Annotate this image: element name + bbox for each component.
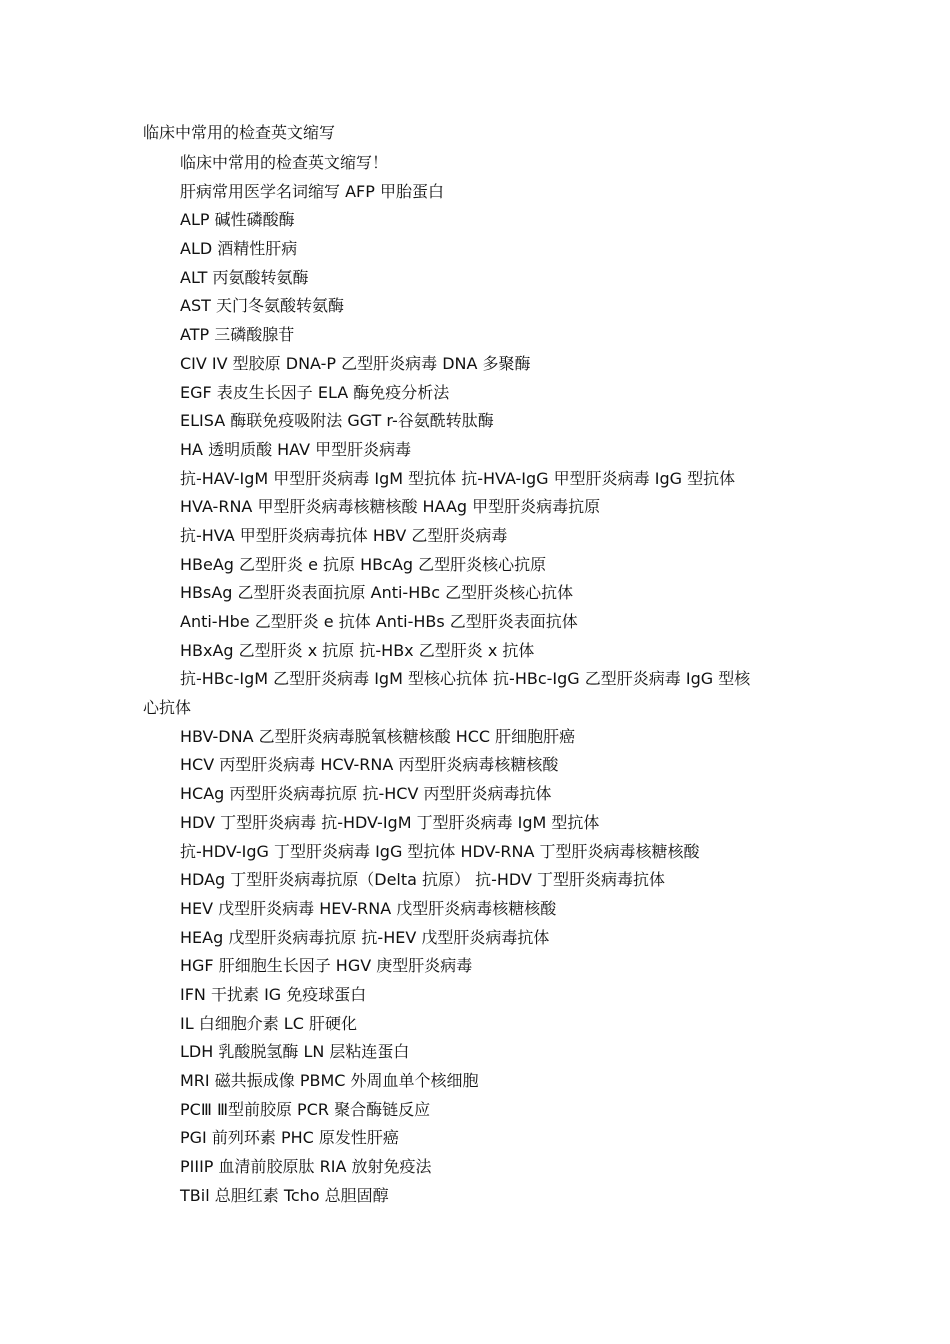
list-line: ALD 酒精性肝病	[180, 239, 298, 259]
list-line: 肝病常用医学名词缩写 AFP 甲胎蛋白	[180, 181, 444, 201]
list-line: HEAg 戊型肝炎病毒抗原 抗-HEV 戊型肝炎病毒抗体	[180, 927, 550, 947]
list-line: 抗-HVA 甲型肝炎病毒抗体 HBV 乙型肝炎病毒	[180, 525, 508, 545]
list-line: 抗-HAV-IgM 甲型肝炎病毒 IgM 型抗体 抗-HVA-IgG 甲型肝炎病毒 IgG 型抗体	[180, 468, 736, 488]
list-line: MRI 磁共振成像 PBMC 外周血单个核细胞	[180, 1071, 479, 1090]
list-line: LDH 乳酸脱氢酶 LN 层粘连蛋白	[180, 1042, 410, 1062]
list-line: HBeAg 乙型肝炎 e 抗原 HBcAg 乙型肝炎核心抗原	[180, 554, 547, 574]
list-line: IFN 干扰素 IG 免疫球蛋白	[180, 984, 367, 1004]
list-line: HA 透明质酸 HAV 甲型肝炎病毒	[180, 439, 412, 459]
list-line: HVA-RNA 甲型肝炎病毒核糖核酸 HAAg 甲型肝炎病毒抗原	[180, 497, 601, 517]
list-line: 抗-HDV-IgG 丁型肝炎病毒 IgG 型抗体 HDV-RNA 丁型肝炎病毒核糖核酸	[180, 841, 700, 861]
list-line: HBV-DNA 乙型肝炎病毒脱氧核糖核酸 HCC 肝细胞肝癌	[180, 726, 576, 746]
list-line: HDAg 丁型肝炎病毒抗原（Delta 抗原） 抗-HDV 丁型肝炎病毒抗体	[180, 870, 665, 890]
list-line-continuation: 心抗体	[143, 698, 192, 718]
list-line: 临床中常用的检查英文缩写！	[180, 153, 389, 172]
document-title: 临床中常用的检查英文缩写	[143, 123, 336, 142]
list-line: Anti-Hbe 乙型肝炎 e 抗体 Anti-HBs 乙型肝炎表面抗体	[180, 612, 578, 631]
list-line: ELISA 酶联免疫吸附法 GGT r-谷氨酰转肽酶	[180, 411, 494, 431]
list-line: AST 天门冬氨酸转氨酶	[180, 296, 344, 316]
abbreviation-list	[143, 149, 813, 1210]
list-line: ALP 碱性磷酸酶	[180, 210, 295, 230]
list-line: HBxAg 乙型肝炎 x 抗原 抗-HBx 乙型肝炎 x 抗体	[180, 640, 535, 660]
list-line: 抗-HBc-IgM 乙型肝炎病毒 IgM 型核心抗体 抗-HBc-IgG 乙型肝炎病毒 IgG 型核	[180, 669, 751, 689]
list-line: HGF 肝细胞生长因子 HGV 庚型肝炎病毒	[180, 956, 473, 976]
list-line: CIV IV 型胶原 DNA-P 乙型肝炎病毒 DNA 多聚酶	[180, 353, 531, 373]
list-line: IL 白细胞介素 LC 肝硬化	[180, 1013, 357, 1033]
list-line: HBsAg 乙型肝炎表面抗原 Anti-HBc 乙型肝炎核心抗体	[180, 583, 574, 603]
list-line: ALT 丙氨酸转氨酶	[180, 267, 309, 287]
list-line: HDV 丁型肝炎病毒 抗-HDV-IgM 丁型肝炎病毒 IgM 型抗体	[180, 812, 600, 832]
list-line: TBil 总胆红素 Tcho 总胆固醇	[180, 1185, 389, 1205]
list-line: HCV 丙型肝炎病毒 HCV-RNA 丙型肝炎病毒核糖核酸	[180, 755, 559, 775]
list-line: PGI 前列环素 PHC 原发性肝癌	[180, 1128, 399, 1148]
list-line: PCⅢ Ⅲ型前胶原 PCR 聚合酶链反应	[180, 1099, 431, 1119]
list-line: EGF 表皮生长因子 ELA 酶免疫分析法	[180, 382, 450, 402]
list-line: PIIIP 血清前胶原肽 RIA 放射免疫法	[180, 1157, 432, 1177]
list-line: HEV 戊型肝炎病毒 HEV-RNA 戊型肝炎病毒核糖核酸	[180, 898, 557, 918]
list-line: ATP 三磷酸腺苷	[180, 325, 295, 345]
list-line: HCAg 丙型肝炎病毒抗原 抗-HCV 丙型肝炎病毒抗体	[180, 784, 552, 804]
